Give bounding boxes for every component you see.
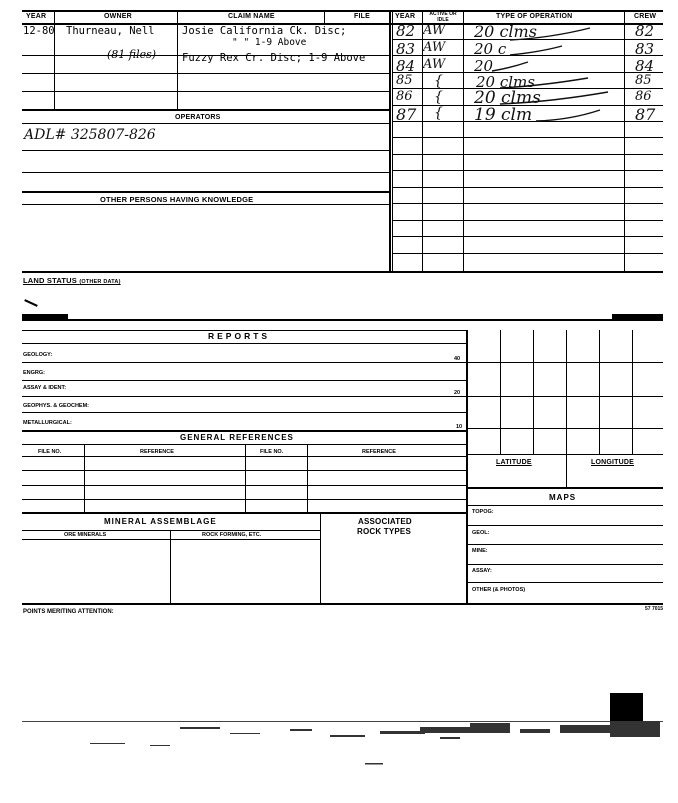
op-row-1-crew: 82: [635, 22, 655, 40]
longitude-label: LONGITUDE: [591, 459, 635, 466]
op-row-3-type: 20: [474, 57, 494, 75]
maps-assay: ASSAY:: [472, 568, 492, 574]
op-row-4-status: {: [434, 73, 443, 89]
op-row-3-status: AW: [423, 57, 446, 72]
header-year: YEAR: [26, 13, 47, 20]
associated-title-2: ROCK TYPES: [357, 527, 412, 536]
op-row-2-crew: 83: [635, 40, 655, 58]
header-crew: CREW: [634, 13, 657, 20]
maps-other: OTHER (& PHOTOS): [472, 587, 526, 593]
owner-row-1-year: 12-80: [23, 25, 55, 37]
op-row-2-status: AW: [423, 40, 446, 55]
op-row-1-type: 20 clms: [474, 22, 537, 41]
op-row-6-year: 87: [396, 105, 417, 124]
genref-col-file-2: FILE NO.: [260, 449, 284, 455]
report-geology: GEOLOGY:: [23, 352, 53, 358]
op-row-1-status: AW: [423, 23, 446, 38]
op-row-5-status: {: [434, 89, 443, 105]
op-row-5-type: 20 clms: [474, 88, 541, 108]
points-meriting-attention: POINTS MERITING ATTENTION:: [23, 609, 114, 615]
op-row-4-crew: 85: [635, 73, 652, 88]
latitude-label: LATITUDE: [496, 459, 532, 466]
reports-title: REPORTS: [208, 331, 271, 341]
land-status-title: [23, 276, 121, 285]
report-metallurgical: METALLURGICAL:: [23, 420, 72, 426]
report-assay-num: 20: [454, 390, 461, 396]
operators-title: OPERATORS: [175, 114, 221, 121]
rock-forming-label: ROCK FORMING, ETC.: [202, 532, 262, 538]
land-status-subtitle: (OTHER DATA): [79, 279, 121, 285]
header-year-2: YEAR: [395, 13, 416, 20]
owner-row-1-claim: Josie California Ck. Disc;: [182, 25, 347, 37]
owner-row-2-owner: (81 files): [107, 48, 157, 61]
header-owner: OWNER: [104, 13, 132, 20]
owner-row-1-owner: Thurneau, Nell: [66, 25, 155, 37]
op-row-2-year: 83: [396, 40, 416, 58]
operators-entry: ADL# 325807-826: [24, 127, 156, 143]
maps-title: MAPS: [549, 493, 577, 502]
op-row-6-crew: 87: [635, 105, 656, 124]
owner-row-2-claim: Fuzzy Rex Cr. Disc; 1-9 Above: [182, 52, 366, 64]
owner-row-1-claim-line2: " " 1-9 Above: [232, 37, 307, 48]
genref-col-ref-1: REFERENCE: [140, 449, 174, 455]
maps-topog: TOPOG:: [472, 509, 494, 515]
op-row-6-type: 19 clm: [474, 105, 533, 125]
header-claim-name: CLAIM NAME: [228, 13, 275, 20]
header-type-of-operation: TYPE OF OPERATION: [496, 13, 573, 20]
land-status-label: LAND STATUS: [23, 276, 78, 285]
op-row-6-status: {: [434, 105, 443, 121]
header-active-or-idle: ACTIVE OR IDLE: [429, 11, 457, 23]
form-number: 57 7015: [645, 606, 664, 612]
report-geophys: GEOPHYS. & GEOCHEM:: [23, 403, 90, 409]
op-row-5-crew: 86: [635, 89, 652, 104]
maps-geol: GEOL:: [472, 530, 490, 536]
op-row-1-year: 82: [396, 22, 416, 40]
associated-title: ASSOCIATED: [358, 517, 412, 526]
op-row-2-type: 20 c: [474, 40, 507, 58]
header-file: FILE: [354, 13, 370, 20]
scan-noise: [0, 715, 678, 775]
general-references-title: GENERAL REFERENCES: [180, 433, 294, 442]
mineral-assemblage-title: MINERAL ASSEMBLAGE: [104, 517, 217, 526]
other-persons-title: OTHER PERSONS HAVING KNOWLEDGE: [100, 195, 254, 204]
op-row-4-type: 20 clms: [476, 73, 535, 91]
maps-mine: MINE:: [472, 548, 488, 554]
op-row-5-year: 86: [396, 89, 413, 104]
genref-col-file-1: FILE NO.: [38, 449, 62, 455]
handwriting-underlines: [470, 22, 630, 126]
report-engrg: ENGRG:: [23, 370, 45, 376]
scan-mark-tick: [24, 299, 38, 307]
report-geology-num: 40: [454, 356, 461, 362]
report-assay: ASSAY & IDENT:: [23, 385, 67, 391]
ore-minerals-label: ORE MINERALS: [64, 532, 107, 538]
op-row-4-year: 85: [396, 73, 413, 88]
op-row-3-year: 84: [396, 57, 416, 75]
op-row-3-crew: 84: [635, 57, 655, 75]
genref-col-ref-2: REFERENCE: [362, 449, 396, 455]
report-metallurgical-num: 10: [456, 424, 463, 430]
